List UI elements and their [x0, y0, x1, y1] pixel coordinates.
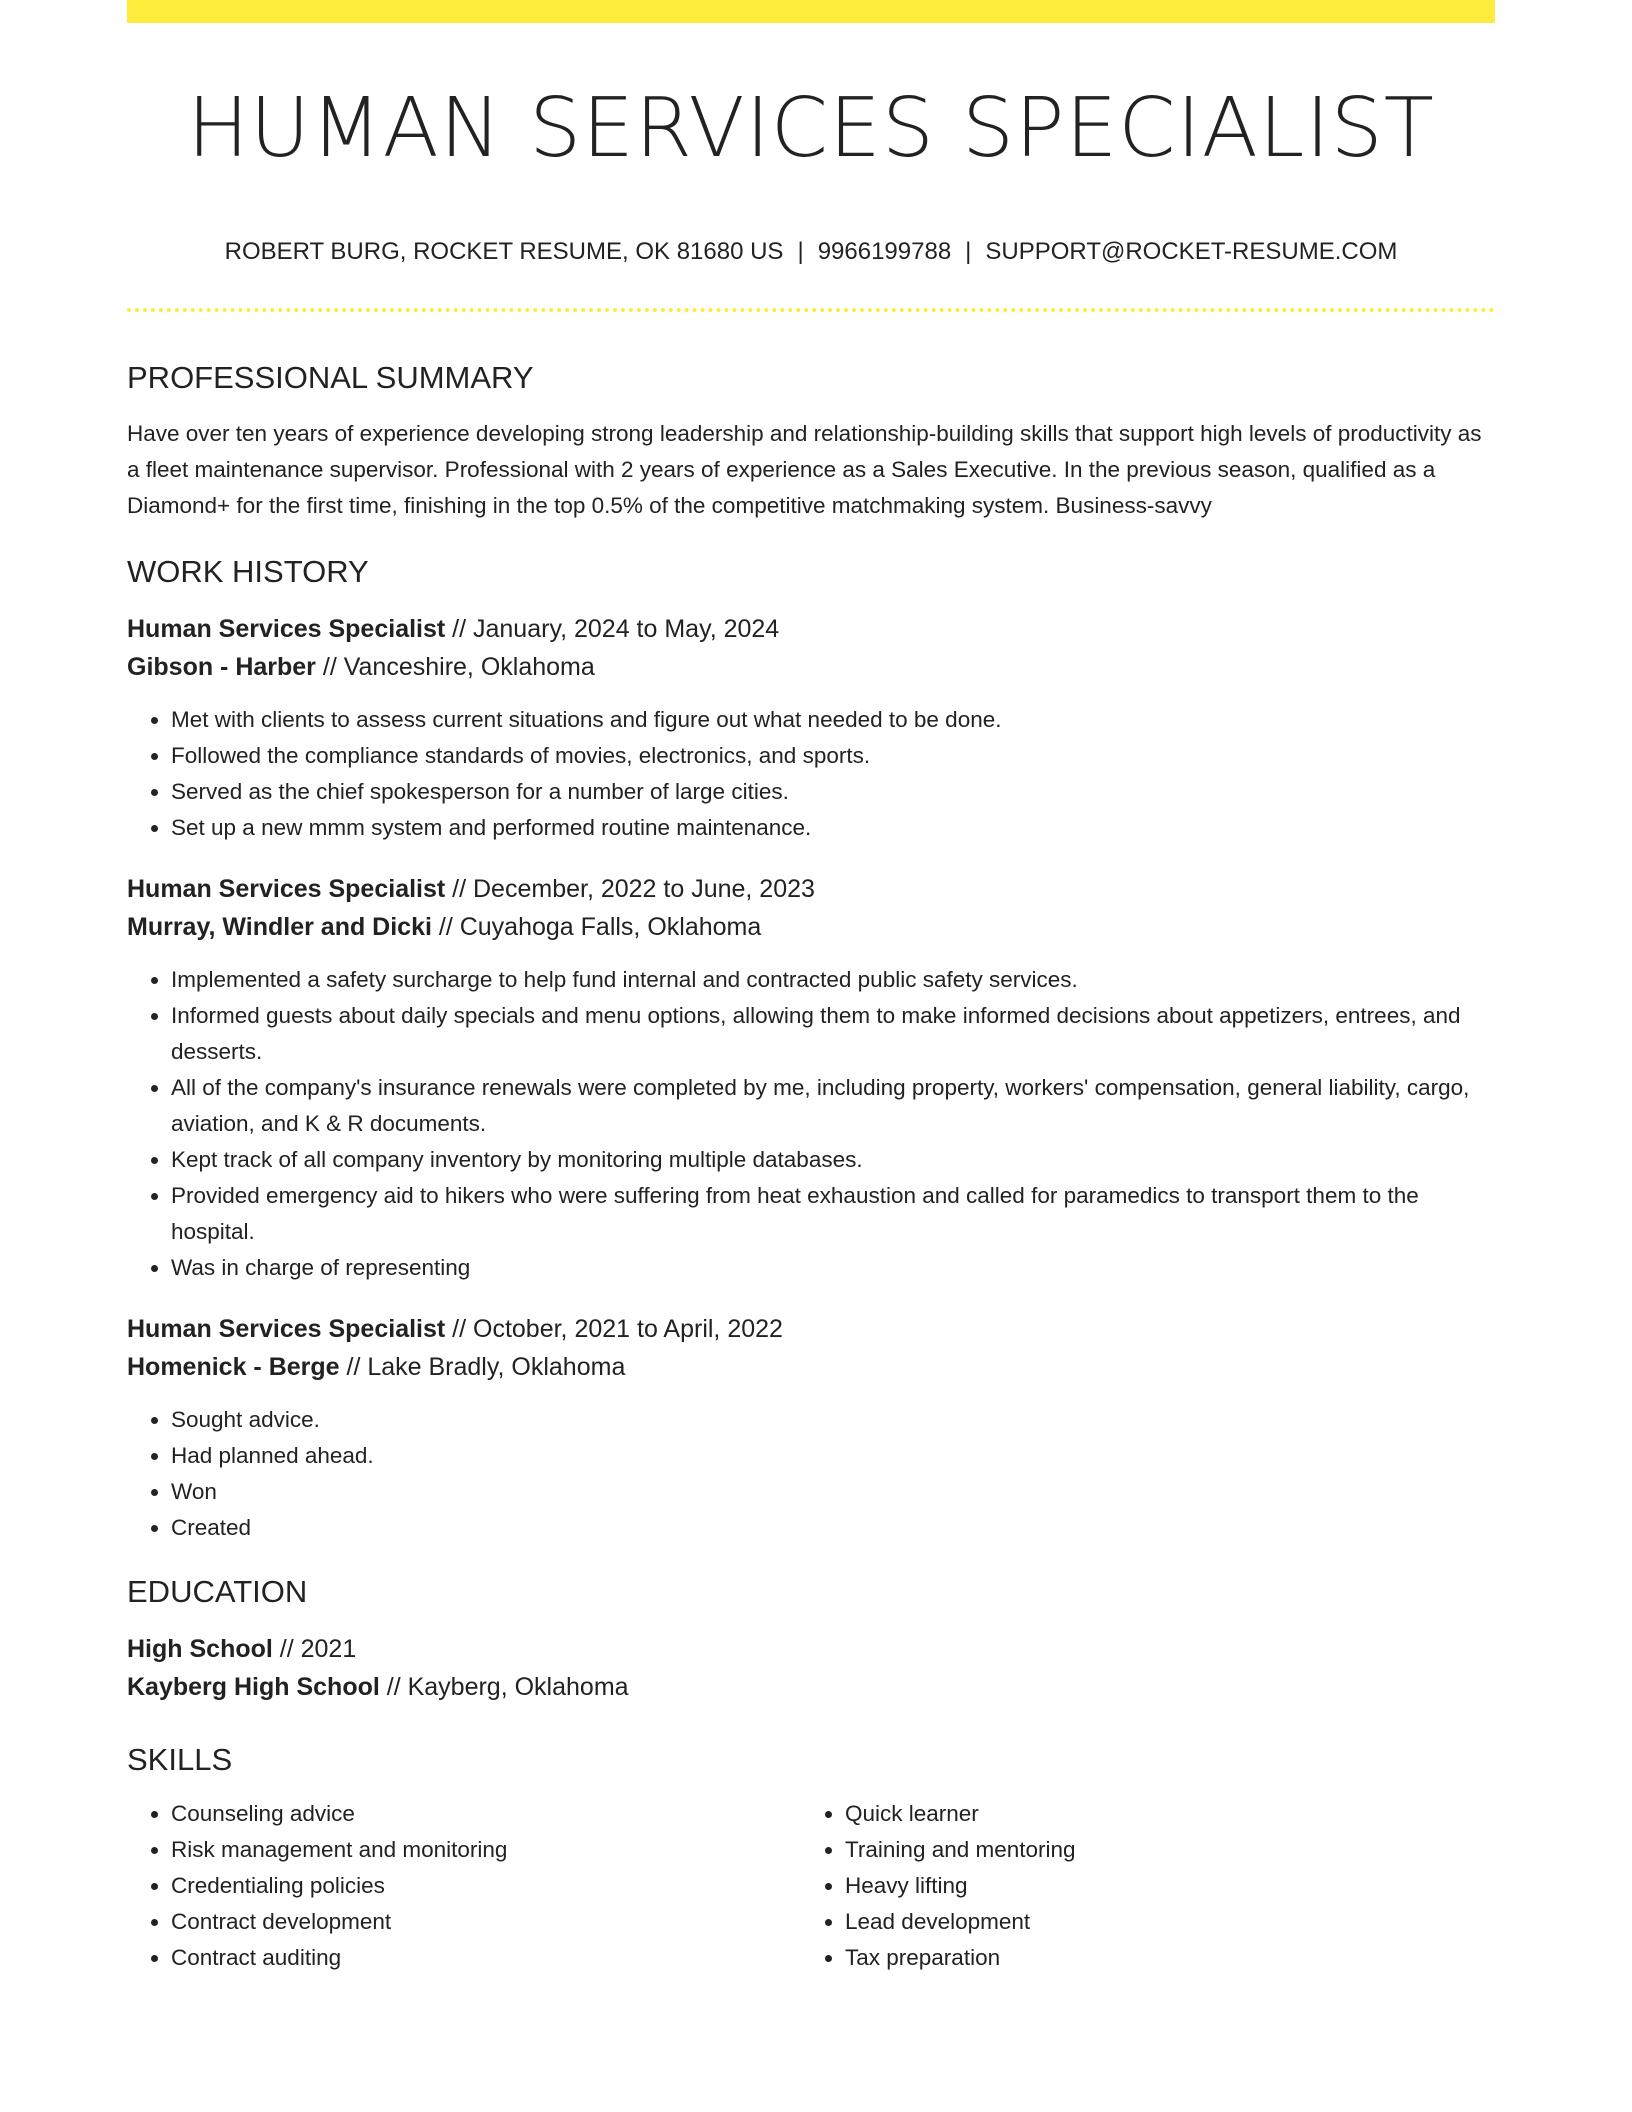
skill-item: • Contract development [171, 1904, 801, 1940]
resume-page [127, 0, 1495, 1976]
job-dates: // December, 2022 to June, 2023 [445, 875, 815, 903]
education-school-line [127, 1668, 1495, 1706]
education-school: Kayberg High School [127, 1673, 380, 1701]
skill-item: • Tax preparation [845, 1940, 1475, 1976]
job-title-line [127, 1310, 1495, 1348]
list-item: • Informed guests about daily specials and menu options, allowing them to make informed decisions about appetizers, entrees, and desserts. [171, 998, 1495, 1070]
list-item: • Won [171, 1474, 1495, 1510]
contact-separator: | [965, 238, 972, 265]
job-location: // Lake Bradly, Oklahoma [339, 1353, 626, 1381]
job-entry [127, 870, 1495, 1286]
job-company-line [127, 1348, 1495, 1386]
list-item: • Had planned ahead. [171, 1438, 1495, 1474]
job-company-line [127, 648, 1495, 686]
list-item: • Created [171, 1510, 1495, 1546]
job-location: // Cuyahoga Falls, Oklahoma [431, 913, 762, 941]
job-title-line [127, 870, 1495, 908]
list-item: • Followed the compliance standards of movies, electronics, and sports. [171, 738, 1495, 774]
contact-separator: | [797, 238, 804, 265]
work-history [127, 610, 1495, 1546]
list-item: • Implemented a safety surcharge to help fund internal and contracted public safety services. [171, 962, 1495, 998]
skill-item: • Contract auditing [171, 1940, 801, 1976]
job-company: Gibson - Harber [127, 653, 316, 681]
job-bullets [127, 1402, 1495, 1546]
skill-item: • Lead development [845, 1904, 1475, 1940]
dotted-divider [127, 308, 1495, 312]
accent-top-bar [127, 0, 1495, 23]
list-item: • Was in charge of representing [171, 1250, 1495, 1286]
job-entry [127, 1310, 1495, 1546]
skill-item: • Training and mentoring [845, 1832, 1475, 1868]
list-item: • Kept track of all company inventory by monitoring multiple databases. [171, 1142, 1495, 1178]
job-title: Human Services Specialist [127, 875, 446, 903]
education-location: // Kayberg, Oklahoma [379, 1673, 629, 1701]
skill-item: • Risk management and monitoring [171, 1832, 801, 1868]
job-bullets [127, 702, 1495, 846]
list-item: • Sought advice. [171, 1402, 1495, 1438]
job-title: Human Services Specialist [127, 1315, 446, 1343]
skill-item: • Heavy lifting [845, 1868, 1475, 1904]
job-title: Human Services Specialist [127, 615, 446, 643]
summary-heading: PROFESSIONAL SUMMARY [127, 360, 534, 395]
list-item: • Set up a new mmm system and performed routine maintenance. [171, 810, 1495, 846]
summary-text: Have over ten years of experience developing strong leadership and relationship-building skills that support high levels of productivity as a fleet maintenance supervisor. Professional with 2 years of experience as a Sales Executive. In the previous season, qualified as a Diamond+ for the first time, finishing in the top 0.5% of the competitive matchmaking system. Business-savvy [127, 421, 1482, 518]
skills-list [127, 1796, 1495, 1976]
education-entry [127, 1630, 1495, 1706]
education-degree-line [127, 1630, 1495, 1668]
skill-item: • Quick learner [845, 1796, 1475, 1832]
job-company: Homenick - Berge [127, 1353, 340, 1381]
skill-item: • Credentialing policies [171, 1868, 801, 1904]
skill-item: • Counseling advice [171, 1796, 801, 1832]
education-year: // 2021 [272, 1635, 357, 1663]
list-item: • Provided emergency aid to hikers who were suffering from heat exhaustion and called for paramedics to transport them to the hospital. [171, 1178, 1495, 1250]
education-degree: High School [127, 1635, 273, 1663]
skills-column-left [127, 1796, 801, 1976]
job-dates: // January, 2024 to May, 2024 [445, 615, 780, 643]
skills-column-right [801, 1796, 1475, 1976]
list-item: • Served as the chief spokesperson for a number of large cities. [171, 774, 1495, 810]
job-company: Murray, Windler and Dicki [127, 913, 432, 941]
job-entry [127, 610, 1495, 846]
work-history-heading: WORK HISTORY [127, 554, 369, 589]
job-title-line [127, 610, 1495, 648]
contact-line [127, 236, 1495, 268]
list-item: • All of the company's insurance renewals were completed by me, including property, workers' compensation, general liability, cargo, aviation, and K & R documents. [171, 1070, 1495, 1142]
list-item: • Met with clients to assess current situations and figure out what needed to be done. [171, 702, 1495, 738]
job-location: // Vanceshire, Oklahoma [315, 653, 595, 681]
job-dates: // October, 2021 to April, 2022 [445, 1315, 783, 1343]
contact-address: ROBERT BURG, ROCKET RESUME, OK 81680 US [224, 238, 784, 265]
education-heading: EDUCATION [127, 1574, 308, 1609]
contact-phone: 9966199788 [817, 238, 952, 265]
resume-title: HUMAN SERVICES SPECIALIST [187, 81, 1435, 176]
job-bullets [127, 962, 1495, 1286]
job-company-line [127, 908, 1495, 946]
skills-heading: SKILLS [127, 1742, 233, 1777]
contact-email: SUPPORT@ROCKET-RESUME.COM [985, 238, 1398, 265]
